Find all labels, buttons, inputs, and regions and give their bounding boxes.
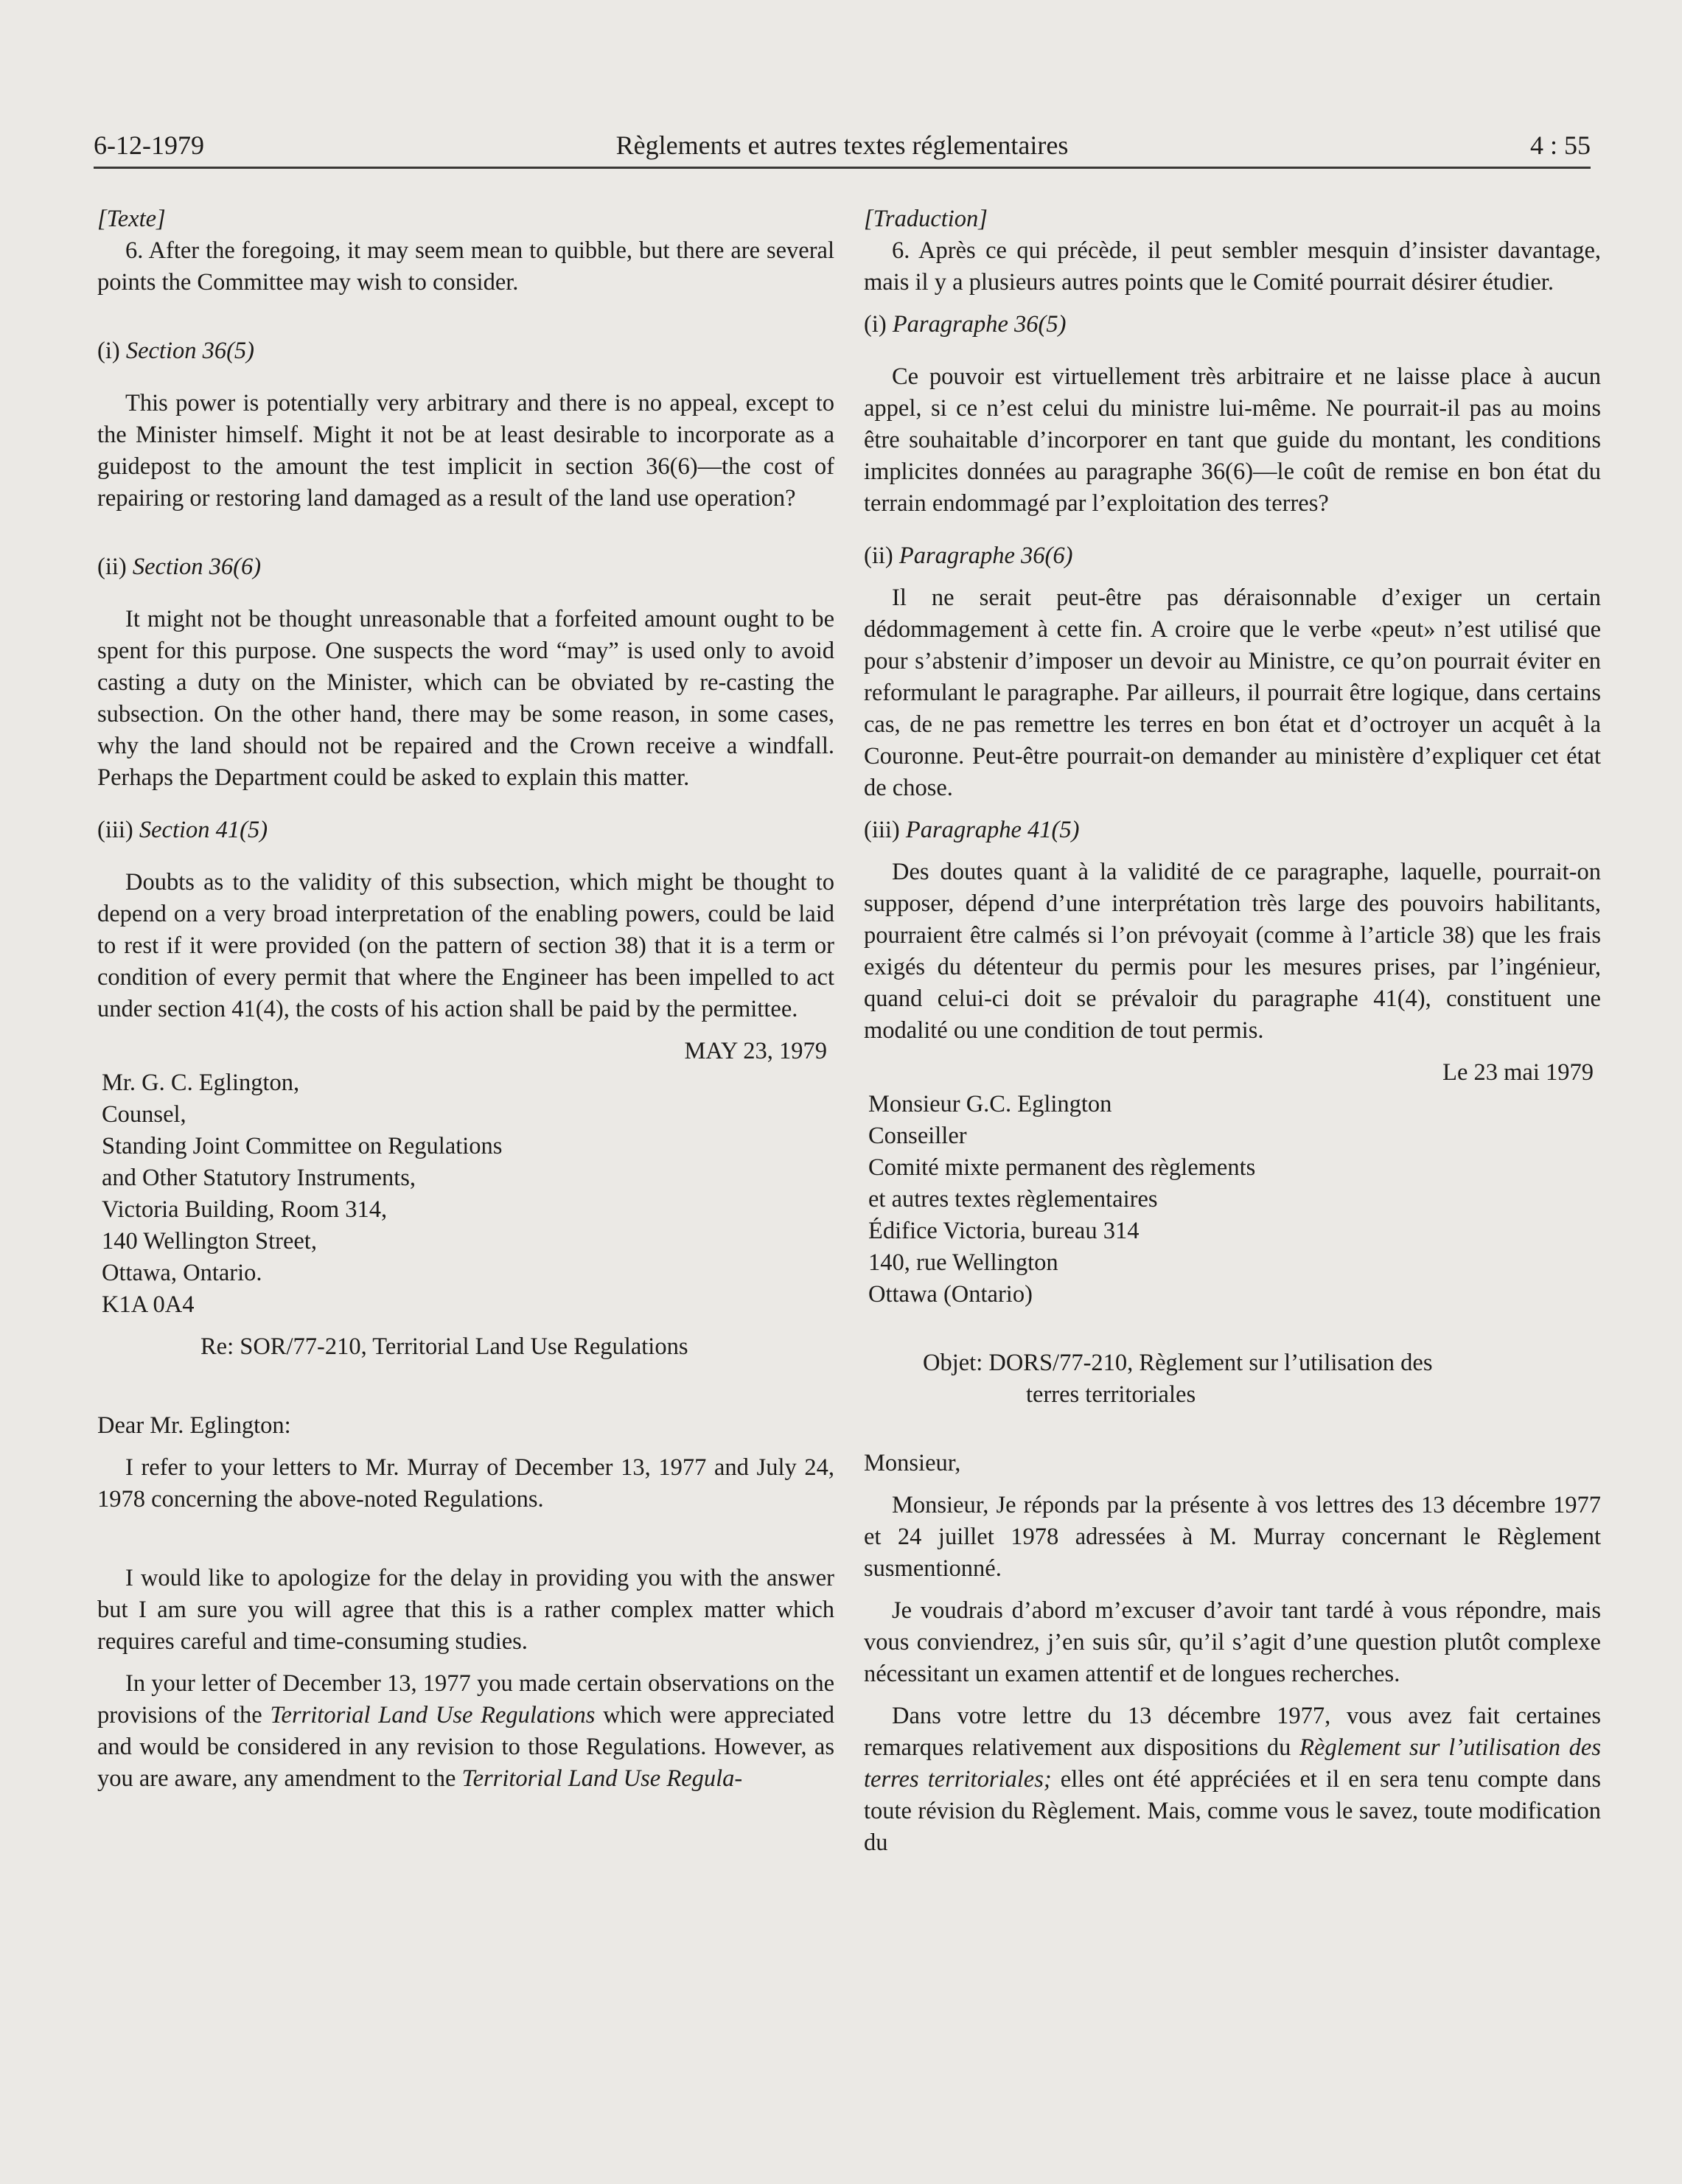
section-title: Paragraphe 36(6) (898, 542, 1073, 569)
address-line: K1A 0A4 (102, 1291, 195, 1318)
section-heading-3 (864, 814, 1601, 846)
section-title: Section 41(5) (139, 817, 268, 843)
regulation-title: Règlement sur l’utilisation des terres territoriales; (864, 1734, 1601, 1793)
section-title: Section 36(5) (125, 338, 254, 364)
subject-line: Objet: DORS/77-210, Règlement sur l’utilisation des terres territoriales (923, 1350, 1433, 1408)
section-heading-1 (97, 335, 834, 367)
letter-paragraph-1: Monsieur, Je réponds par la présente à vos lettres des 13 décembre 1977 et 24 juillet 1978 adressées à M. Murray concernant le Règlement susmentionné. (864, 1492, 1601, 1582)
french-column (864, 203, 1601, 1859)
address-line: Standing Joint Committee on Regulations (102, 1133, 503, 1159)
text-tag: [Texte] (97, 206, 166, 232)
address-line: et autres textes règlementaires (868, 1186, 1158, 1213)
section-heading-1 (864, 309, 1601, 341)
section-heading-2 (97, 551, 834, 583)
section-number: (iii) (864, 817, 900, 843)
address-line: Ottawa, Ontario. (102, 1260, 262, 1286)
header-title: Règlements et autres textes réglementaires (615, 130, 1069, 160)
address-line: 140 Wellington Street, (102, 1228, 317, 1255)
subject-line: Re: SOR/77-210, Territorial Land Use Regulations (200, 1333, 688, 1360)
section-title: Paragraphe 41(5) (905, 817, 1080, 843)
header-date: 6-12-1979 (94, 130, 204, 160)
section-number: (ii) (97, 554, 127, 580)
salutation: Dear Mr. Eglington: (97, 1412, 291, 1439)
address-block (864, 1089, 1601, 1311)
paragraph-6: 6. After the foregoing, it may seem mean to quibble, but there are several points the Committee may wish to consider. (97, 237, 834, 296)
letter-paragraph-1: I refer to your letters to Mr. Murray of December 13, 1977 and July 24, 1978 concerning the above-noted Regulations. (97, 1454, 834, 1513)
address-line: Mr. G. C. Eglington, (102, 1070, 300, 1096)
address-line: and Other Statutory Instruments, (102, 1165, 416, 1191)
address-line: Édifice Victoria, bureau 314 (868, 1218, 1140, 1244)
address-line: Ottawa (Ontario) (868, 1281, 1033, 1308)
address-line: 140, rue Wellington (868, 1249, 1058, 1276)
running-header (94, 124, 1591, 168)
header-rule (94, 167, 1591, 169)
letter-paragraph-2: Je voudrais d’abord m’excuser d’avoir tant tardé à vous répondre, mais vous conviendrez, j’en suis sûr, qu’il s’agit d’une question plutôt complexe nécessitant un examen attentif et de longues recherches. (864, 1597, 1601, 1687)
section-number: (ii) (864, 542, 893, 569)
section-heading-3 (97, 814, 834, 846)
letter-date: MAY 23, 1979 (684, 1038, 827, 1064)
address-line: Monsieur G.C. Eglington (868, 1091, 1112, 1117)
section-title: Paragraphe 36(5) (892, 311, 1067, 338)
header-page-number: 4 : 55 (1529, 130, 1591, 160)
section-body-1: Ce pouvoir est virtuellement très arbitraire et ne laisse place à aucun appel, si ce n’est celui du ministre lui-même. Ne pourrait-il pas au moins être souhaitable d’incorporer en tant que guide du montant, les conditions implicites données au paragraphe 36(6)—le coût de remise en bon état du terrain endommagé par l’exploitation des terres? (864, 363, 1601, 517)
letter-date: Le 23 mai 1979 (1442, 1059, 1594, 1086)
section-title: Section 36(6) (132, 554, 262, 580)
letter-paragraph-3: Dans votre lettre du 13 décembre 1977, vous avez fait certaines remarques relativement aux dispositions du Règlement sur l’utilisation des terres territoriales; elles ont été appréciées et il en sera tenu compte dans toute révision du Règlement. Mais, comme vous le savez, toute modification du (864, 1703, 1601, 1856)
address-line: Counsel, (102, 1101, 186, 1128)
section-number: (i) (97, 338, 120, 364)
section-body-2: It might not be thought unreasonable that a forfeited amount ought to be spent for this purpose. One suspects the word “may” is used only to avoid casting a duty on the Minister, which can be obviated by re-casting the subsection. On the other hand, there may be some reason, in some cases, why the land should not be repaired and the Crown receive a windfall. Perhaps the Department could be asked to explain this matter. (97, 606, 834, 791)
regulation-title: Territorial Land Use Regula- (461, 1765, 743, 1792)
letter-paragraph-3: In your letter of December 13, 1977 you made certain observations on the provisions of the Territorial Land Use Regulations which were appreciated and would be considered in any revision to those Regulations. However, as you are aware, any amendment to the Territorial Land Use Regula- (97, 1670, 834, 1792)
address-block (97, 1067, 834, 1321)
section-body-3: Des doutes quant à la validité de ce paragraphe, laquelle, pourrait-on supposer, dépend d’une interprétation très large des pouvoirs habilitants, pourraient être calmés si l’on prévoyait (comme à l’article 38) que les frais exigés du détenteur du permis pour les mesures prises, par l’ingénieur, quand celui-ci doit se prévaloir du paragraphe 41(4), constituent une modalité ou une condition de tout permis. (864, 859, 1601, 1044)
paragraph-6: 6. Après ce qui précède, il peut sembler mesquin d’insister davantage, mais il y a plusieurs autres points que le Comité pourrait désirer étudier. (864, 237, 1601, 296)
text-tag: [Traduction] (864, 206, 988, 232)
english-column (97, 203, 834, 1795)
section-body-3: Doubts as to the validity of this subsection, which might be thought to depend on a very broad interpretation of the enabling powers, could be laid to rest if it were provided (on the pattern of section 38) that it is a term or condition of every permit that where the Engineer has been impelled to act under section 41(4), the costs of his action shall be paid by the permittee. (97, 869, 834, 1022)
address-line: Victoria Building, Room 314, (102, 1196, 388, 1223)
salutation: Monsieur, (864, 1450, 961, 1476)
address-line: Comité mixte permanent des règlements (868, 1154, 1256, 1181)
section-heading-2 (864, 540, 1601, 572)
section-number: (i) (864, 311, 887, 338)
section-body-1: This power is potentially very arbitrary and there is no appeal, except to the Minister himself. Might it not be at least desirable to incorporate as a guidepost to the amount the test implicit in section 36(6)—the cost of repairing or restoring land damaged as a result of the land use operation? (97, 390, 834, 512)
regulation-title: Territorial Land Use Regulations (270, 1702, 596, 1728)
section-body-2: Il ne serait peut-être pas déraisonnable d’exiger un certain dédommagement à cette fin. A croire que le verbe «peut» n’est utilisé que pour s’abstenir d’imposer un devoir au Ministre, ce qu’on pourrait éviter en reformulant le paragraphe. Par ailleurs, il pourrait être logique, dans certains cas, de ne pas remettre les terres en bon état et d’octroyer un acquêt à la Couronne. Peut-être pourrait-on demander au ministère d’expliquer cet état de chose. (864, 585, 1601, 801)
address-line: Conseiller (868, 1123, 967, 1149)
section-number: (iii) (97, 817, 133, 843)
letter-paragraph-2: I would like to apologize for the delay in providing you with the answer but I am sure you will agree that this is a rather complex matter which requires careful and time-consuming studies. (97, 1565, 834, 1655)
